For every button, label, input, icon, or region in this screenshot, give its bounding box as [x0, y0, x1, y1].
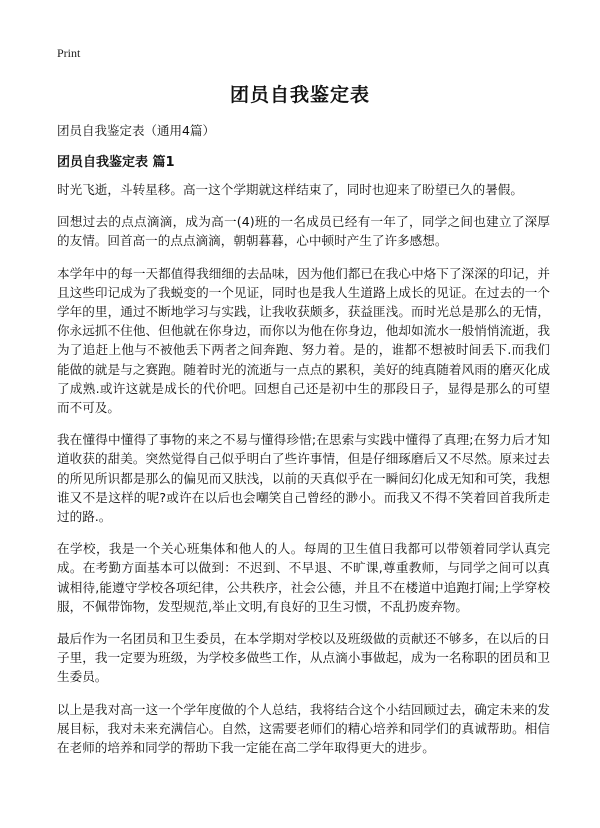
- paragraph-2: 回想过去的点点滴滴，成为高一(4)班的一名成员已经有一年了，同学之间也建立了深厚的友情。回首高一的点点滴滴，朝朝暮暮，心中顿时产生了许多感想。: [57, 214, 550, 249]
- paragraph-7: 以上是我对高一这一个学年度做的个人总结，我将结合这个小结回顾过去，确定未来的发展目标，我对未来充满信心。自然，这需要老师们的精心培养和同学们的真诚帮助。相信在老师的培养和同学的帮助下我一定能在高二学年取得更大的进步。: [57, 701, 550, 756]
- document-title: 团员自我鉴定表: [229, 84, 370, 106]
- document-body: [57, 180, 550, 770]
- paragraph-5: 在学校，我是一个关心班集体和他人的人。每周的卫生值日我都可以带领着同学认真完成。在考勤方面基本可以做到：不迟到、不早退、不旷课,尊重教师，与同学之间可以真诚相待,能遵守学校各项纪律，公共秩序，社会公德，并且不在楼道中追跑打闹;上学穿校服，不佩带饰物，发型规范,举止文明,有良好的卫生习惯，不乱扔废弃物。: [57, 541, 550, 614]
- paragraph-1: 时光飞逝，斗转星移。高一这个学期就这样结束了，同时也迎来了盼望已久的暑假。: [57, 182, 523, 197]
- print-link[interactable]: Print: [57, 46, 81, 60]
- paragraph-6: 最后作为一名团员和卫生委员，在本学期对学校以及班级做的贡献还不够多，在以后的日子里，我一定要为班级，为学校多做些工作，从点滴小事做起，成为一名称职的团员和卫生委员。: [57, 631, 550, 685]
- paragraph-3: 本学年中的每一天都值得我细细的去品味，因为他们都已在我心中烙下了深深的印记，并且这些印记成为了我蜕变的一个见证，同时也是我人生道路上成长的见证。在过去的一个学年的里，通过不断地学习与实践，让我收获颇多，获益匪浅。而时光总是那么的无情，你永远抓不住他、但他就在你身边，而你以为他在你身边，他却如流水一般悄悄流逝，我为了追赶上他与不被他丢下两者之间奔跑、努力着。是的，谁都不想被时间丢下.而我们能做的就是与之赛跑。随着时光的流逝与一点点的累积，美好的纯真随着风雨的磨灭化成了成熟.或许这就是成长的代价吧。回想自己还是初中生的那段日子，显得是那么的可望而不可及。: [57, 265, 550, 416]
- section-heading: 团员自我鉴定表 篇1: [57, 155, 175, 170]
- paragraph-4: 我在懂得中懂得了事物的来之不易与懂得珍惜;在思索与实践中懂得了真理;在努力后才知道收获的甜美。突然觉得自己似乎明白了些许事情，但是仔细琢磨后又不尽然。原来过去的所见所识都是那么的偏见而又肤浅，以前的天真似乎在一瞬间幻化成无知和可笑，我想谁又不是这样的呢?或许在以后也会嘲笑自己曾经的渺小。而我又不得不笑着回首我所走过的路.。: [57, 432, 550, 525]
- document-subtitle: 团员自我鉴定表（通用4篇）: [57, 123, 215, 138]
